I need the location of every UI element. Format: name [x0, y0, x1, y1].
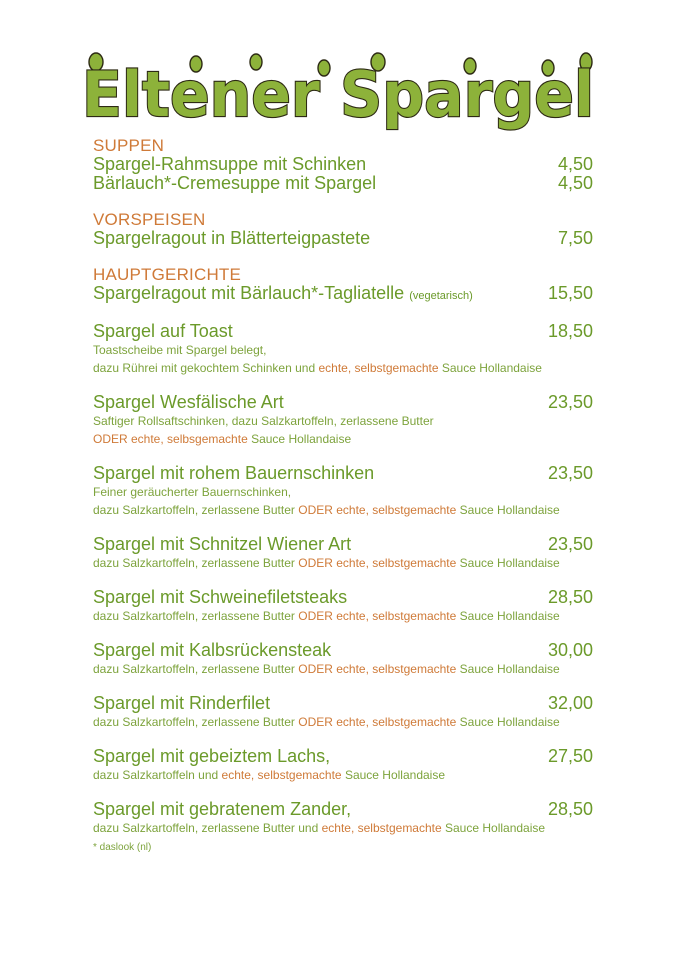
dish-name: Bärlauch*-Cremesuppe mit Spargel	[93, 173, 377, 193]
list-item	[93, 174, 593, 193]
menu-content	[93, 137, 593, 855]
dish-name: Spargelragout mit Bärlauch*-Tagliatelle (vegetarisch)	[93, 283, 473, 303]
dish-description: Saftiger Rollsaftschinken, dazu Salzkartoffeln, zerlassene Butter	[93, 414, 434, 428]
dish-description: dazu Salzkartoffeln, zerlassene Butter ODER echte, selbstgemachte Sauce Hollandaise	[93, 556, 560, 570]
dish-note: (vegetarisch)	[409, 290, 473, 302]
dish-name: Spargel mit rohem Bauernschinken	[93, 463, 375, 483]
dish-name: Spargel mit Schnitzel Wiener Art	[93, 534, 352, 554]
section-suppen	[93, 137, 593, 193]
list-item	[93, 588, 593, 625]
dish-description: dazu Salzkartoffeln, zerlassene Butter ODER echte, selbstgemachte Sauce Hollandaise	[93, 609, 560, 623]
dish-description: Toastscheibe mit Spargel belegt,	[93, 343, 267, 357]
dish-price: 23,50	[547, 392, 593, 412]
dish-price: 23,50	[547, 463, 593, 483]
footnote: * daslook (nl)	[93, 842, 152, 853]
dish-name: Spargel mit gebratenem Zander,	[93, 799, 352, 819]
list-item	[93, 747, 593, 784]
dish-price: 30,00	[547, 640, 593, 660]
list-item	[93, 535, 593, 572]
dish-price: 7,50	[557, 228, 593, 248]
list-item	[93, 155, 593, 174]
dish-price: 32,00	[547, 693, 593, 713]
dish-price: 27,50	[547, 746, 593, 766]
dish-description: dazu Salzkartoffeln, zerlassene Butter ODER echte, selbstgemachte Sauce Hollandaise	[93, 662, 560, 676]
list-item	[93, 694, 593, 731]
dish-description: dazu Salzkartoffeln, zerlassene Butter ODER echte, selbstgemachte Sauce Hollandaise	[93, 503, 560, 517]
list-item	[93, 322, 593, 377]
dish-price: 4,50	[557, 154, 593, 174]
dish-description: ODER echte, selbsgemachte Sauce Hollandaise	[93, 432, 352, 446]
dish-name: Spargel mit Schweinefiletsteaks	[93, 587, 348, 607]
section-heading: VORSPEISEN	[93, 210, 206, 229]
list-item	[93, 229, 593, 248]
dish-name: Spargel mit gebeiztem Lachs,	[93, 746, 331, 766]
dish-description: Feiner geräucherter Bauernschinken,	[93, 485, 292, 499]
dish-price: 23,50	[547, 534, 593, 554]
dish-price: 18,50	[547, 321, 593, 341]
title-text: Eltener Spargel	[82, 58, 594, 131]
dish-name: Spargel-Rahmsuppe mit Schinken	[93, 154, 367, 174]
dish-name: Spargel auf Toast	[93, 321, 233, 341]
dish-description: dazu Rührei mit gekochtem Schinken und echte, selbstgemachte Sauce Hollandaise	[93, 361, 542, 375]
dish-price: 4,50	[557, 173, 593, 193]
list-item	[93, 641, 593, 678]
menu-title	[78, 52, 598, 138]
list-item	[93, 464, 593, 519]
title-artwork	[78, 52, 598, 138]
dish-description: dazu Salzkartoffeln, zerlassene Butter und echte, selbstgemachte Sauce Hollandaise	[93, 821, 546, 835]
section-heading: SUPPEN	[93, 136, 165, 155]
dish-price: 15,50	[547, 283, 593, 303]
dish-description: dazu Salzkartoffeln und echte, selbstgemachte Sauce Hollandaise	[93, 768, 446, 782]
dish-name: Spargel Wesfälische Art	[93, 392, 284, 412]
dish-name: Spargel mit Kalbsrückensteak	[93, 640, 332, 660]
dish-name: Spargel mit Rinderfilet	[93, 693, 271, 713]
list-item	[93, 284, 593, 306]
dish-description: dazu Salzkartoffeln, zerlassene Butter ODER echte, selbstgemachte Sauce Hollandaise	[93, 715, 560, 729]
section-hauptgerichte	[93, 266, 593, 855]
list-item	[93, 393, 593, 448]
list-item	[93, 800, 593, 837]
dish-price: 28,50	[547, 587, 593, 607]
dish-name: Spargelragout in Blätterteigpastete	[93, 228, 371, 248]
section-vorspeisen	[93, 211, 593, 248]
dish-price: 28,50	[547, 799, 593, 819]
section-heading: HAUPTGERICHTE	[93, 265, 242, 284]
